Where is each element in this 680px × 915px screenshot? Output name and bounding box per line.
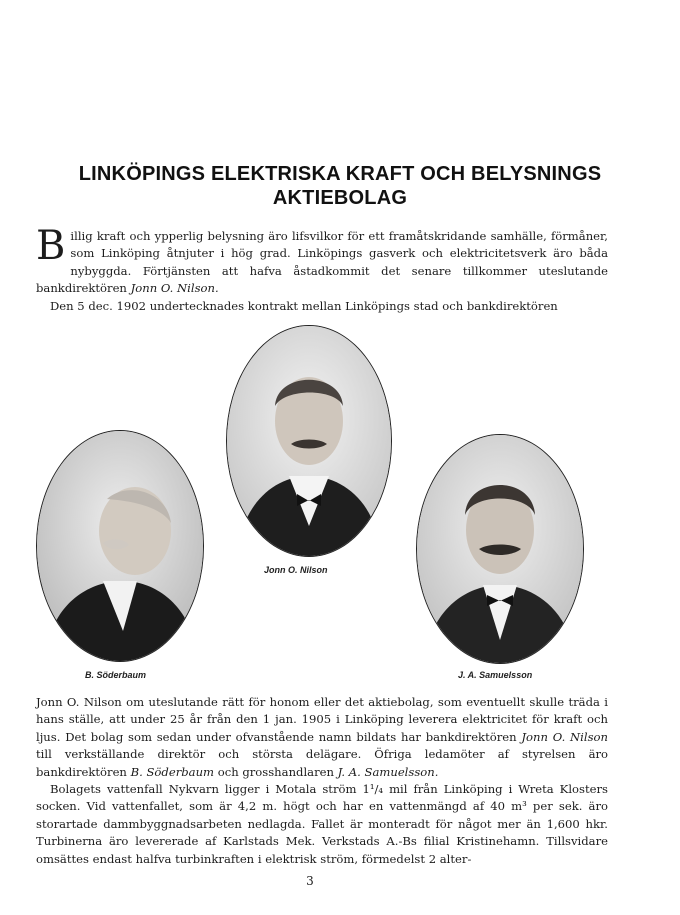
portrait-right [416,434,584,664]
portrait-left-photo [37,431,203,661]
portrait-center [226,325,392,557]
body-name-samuelsson: J. A. Samuelsson. [337,764,439,779]
intro-name: Jonn O. Nilson. [130,281,219,296]
body-name-soderbaum: B. Söderbaum [130,764,215,779]
body-text-run: till verkställande direktör och största delägare. Öfriga ledamöter af styrelsen äro bankdirektören [36,747,608,779]
caption-left: B. Söderbaum [85,670,147,680]
page-title-line-2: AKTIEBOLAG [272,187,408,209]
body-text [36,694,608,868]
body-name-nilson: Jonn O. Nilson [521,729,608,744]
caption-center: Jonn O. Nilson [264,565,328,575]
page-title-line-1: LINKÖPINGS ELEKTRISKA KRAFT OCH BELYSNINGS [78,163,602,185]
drop-cap: B [36,223,66,269]
portrait-left [36,430,204,662]
portrait-center-photo [227,326,391,556]
body-text-run: Jonn O. Nilson om uteslutande rätt för honom eller det aktiebolag, som eventuellt skulle träda i hans ställe, att under 25 år från den 1 jan. 1905 i Linköping leverera elektricitet för kraft och ljus. Det bolag som sedan under ofvanstående namn bildats har bankdirektören [36,695,608,744]
intro-paragraph [36,223,608,315]
body-paragraph-1 [36,694,608,781]
body-paragraph-2: Bolagets vattenfall Nykvarn ligger i Motala ström 1¹/₄ mil från Linköping i Wreta Klosters socken. Vid vattenfallet, som är 4,2 m. högt och har en vattenmängd af 40 m³ per sek. äro storartade dammbyggnadsarbeten nedlagda. Fallet är monteradt för något mer än 1,600 hkr. Turbinerna äro levererade af Karlstads Mek. Verkstads A.-Bs filial Kristinehamn. Tillsvidare omsättes endast halfva turbinkraften i elektrisk ström, förmedelst 2 alter- [36,782,608,866]
page-number: 3 [306,874,314,888]
caption-right: J. A. Samuelsson [458,670,533,680]
body-text-run: och grosshandlaren [214,764,338,779]
intro-second-paragraph: Den 5 dec. 1902 undertecknades kontrakt mellan Linköpings stad och bankdirektören [50,298,558,313]
intro-text: illig kraft och ypperlig belysning äro lifsvilkor för ett framåtskridande samhälle, förmåner, som Linköping åtnjuter i hög grad. Linköpings gasverk och elektricitetsverk äro båda nybyggda. Förtjänsten att hafva åstadkommit det senare tillkommer uteslutande bankdirektören [36,229,608,296]
portrait-right-photo [417,435,583,663]
